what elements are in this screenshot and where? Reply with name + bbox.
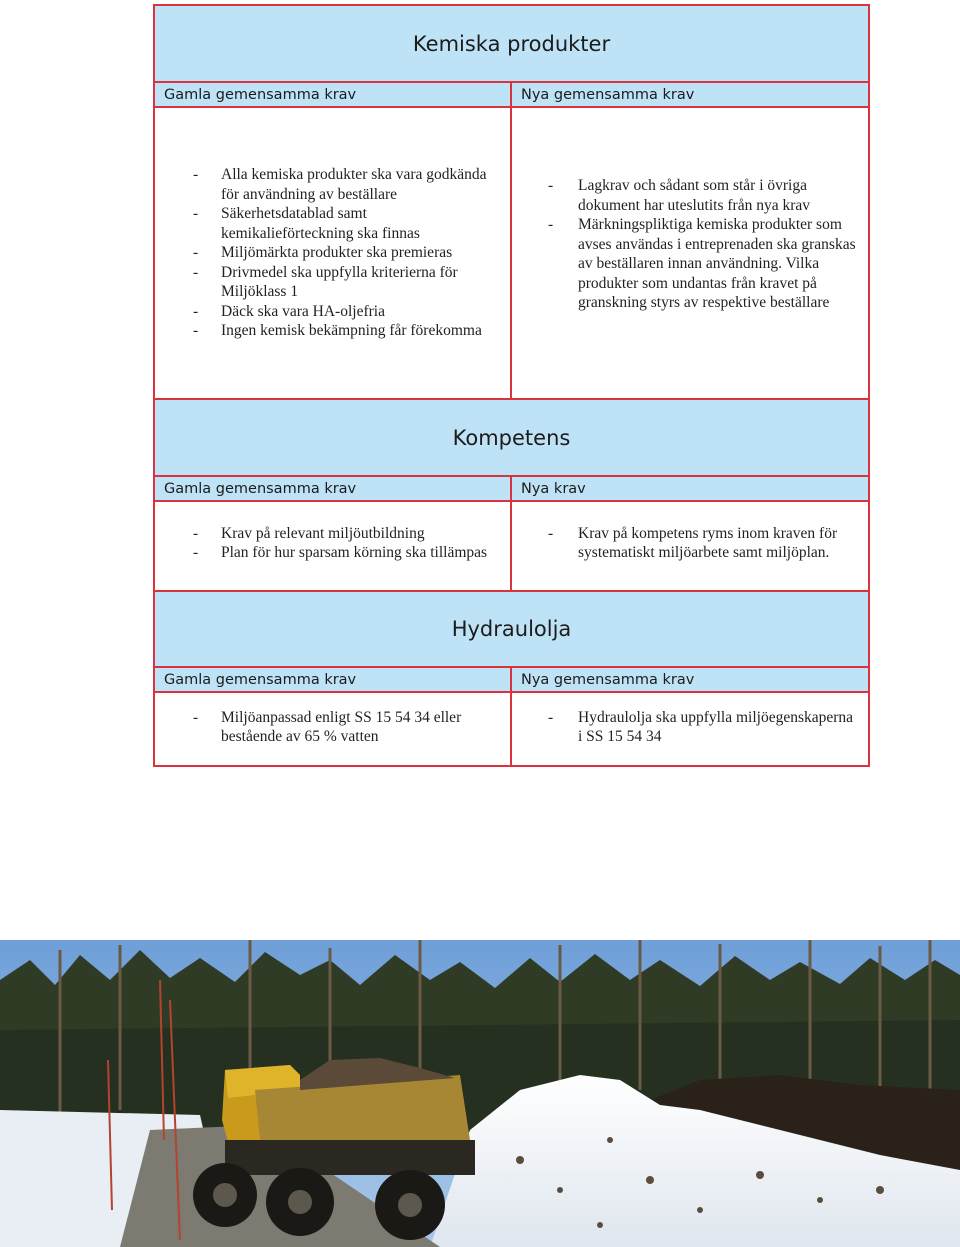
old-requirements-cell [154,692,511,766]
new-requirements-list [512,524,868,563]
photo-illustration [0,940,960,1247]
list-item-text: Drivmedel ska uppfylla kriterierna för Miljöklass 1 [221,263,458,301]
dash-bullet: - [193,524,199,542]
dash-bullet: - [548,216,554,234]
list-item [155,263,500,302]
requirements-table [153,4,870,767]
dash-bullet: - [193,166,199,184]
old-requirements-header: Gamla gemensamma krav [154,82,511,107]
list-item-text: Krav på kompetens ryms inom kraven för systematiskt miljöarbete samt miljöplan. [578,524,838,561]
dash-bullet: - [193,708,199,726]
new-requirements-cell [511,501,869,591]
list-item [155,543,500,563]
list-item [155,524,500,544]
old-requirements-cell [154,501,511,591]
list-item-text: Märkningspliktiga kemiska produkter som avses användas i entreprenaden ska granskas av beställaren innan användning. Vilka produkter som undantas från kravet på granskning styrs av respektive beställare [578,216,856,312]
construction-site-photo [0,940,960,1247]
section-header-row [154,667,869,692]
list-item-text: Miljömärkta produkter ska premieras [221,244,453,262]
list-item-text: Alla kemiska produkter ska vara godkända för användning av beställare [221,166,487,203]
dash-bullet: - [193,205,199,223]
section-header-row [154,476,869,501]
list-item-text: Ingen kemisk bekämpning får förekomma [221,322,482,340]
section-title: Hydraulolja [154,591,869,667]
dash-bullet: - [193,244,199,262]
section-title-row [154,591,869,667]
dash-bullet: - [193,544,199,561]
list-item-text: Lagkrav och sådant som står i övriga dokument har uteslutits från nya krav [578,177,811,214]
dash-bullet: - [193,302,199,320]
new-requirements-header: Nya gemensamma krav [511,82,869,107]
section-body-row [154,501,869,591]
list-item [512,524,858,563]
list-item-text: Miljöanpassad enligt SS 15 54 34 eller bestående av 65 % vatten [221,708,462,745]
list-item [155,302,500,322]
list-item-text: Hydraulolja ska uppfylla miljöegenskaperna i SS 15 54 34 [578,708,854,745]
old-requirements-header: Gamla gemensamma krav [154,476,511,501]
list-item-text: Krav på relevant miljöutbildning [221,524,425,542]
list-item [155,165,500,204]
new-requirements-header: Nya krav [511,476,869,501]
dash-bullet: - [548,708,554,726]
section-title-row [154,5,869,82]
dash-bullet: - [548,177,554,195]
old-requirements-header: Gamla gemensamma krav [154,667,511,692]
new-requirements-cell [511,692,869,766]
dash-bullet: - [193,263,199,281]
list-item [512,176,858,215]
section-title: Kompetens [154,399,869,476]
section-title-row [154,399,869,476]
old-requirements-cell [154,107,511,399]
list-item [155,243,500,263]
list-item [155,708,500,747]
dash-bullet: - [193,322,199,340]
section-title: Kemiska produkter [154,5,869,82]
section-header-row [154,82,869,107]
new-requirements-cell [511,107,869,399]
new-requirements-header: Nya gemensamma krav [511,667,869,692]
new-requirements-list [512,176,868,313]
list-item [512,708,858,747]
new-requirements-list [512,708,868,747]
list-item [512,215,858,313]
old-requirements-list [155,165,510,341]
list-item-text: Säkerhetsdatablad samt kemikalieförteckning ska finnas [221,205,420,242]
list-item-text: Plan för hur sparsam körning ska tillämpas [221,544,488,561]
list-item-text: Däck ska vara HA-oljefria [221,302,385,320]
old-requirements-list [155,524,510,563]
dash-bullet: - [548,524,554,542]
section-body-row [154,107,869,399]
list-item [155,321,500,341]
section-body-row [154,692,869,766]
old-requirements-list [155,708,510,747]
list-item [155,204,500,243]
